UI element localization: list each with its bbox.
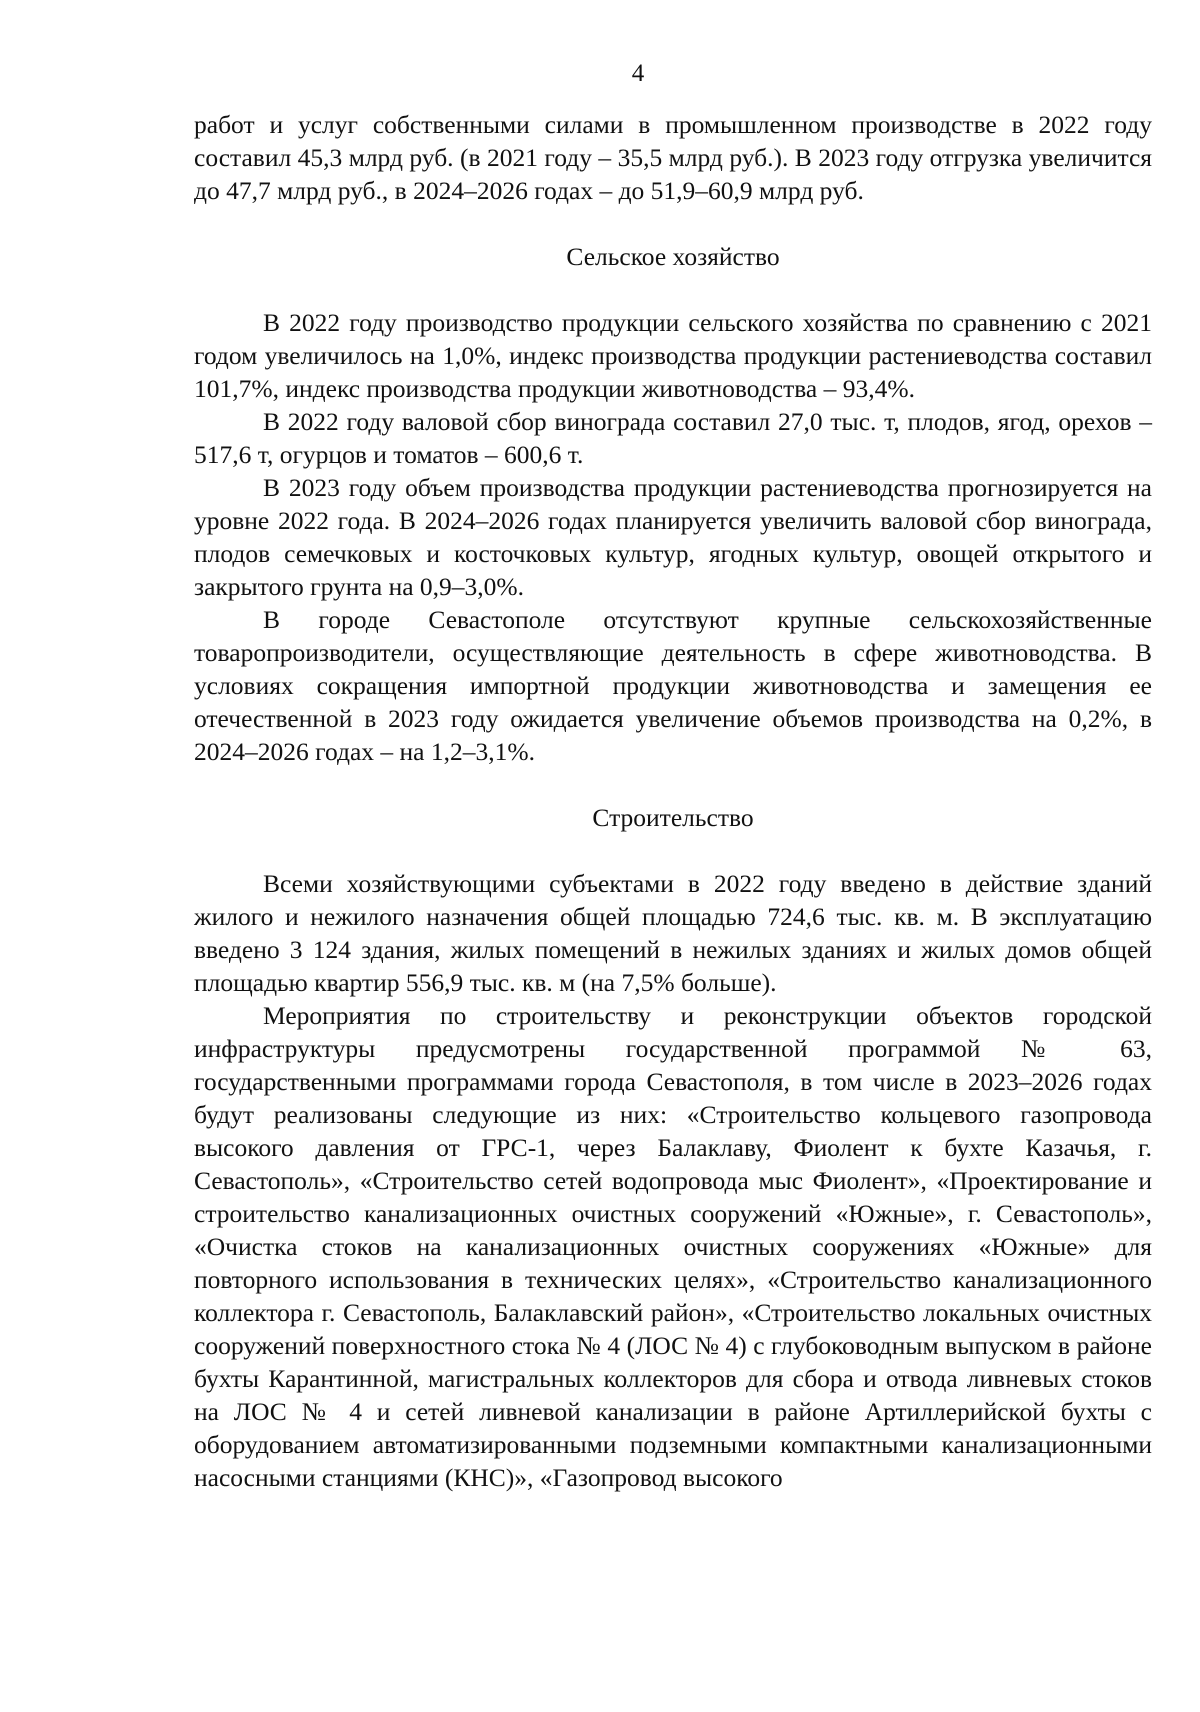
agriculture-paragraph: В городе Севастополе отсутствуют крупные сельскохозяйственные товаропроизводители, осуществляющие деятельность в сфере животноводства. В условиях сокращения импортной продукции животноводства и замещения ее отечественной в 2023 году ожидается увеличение объемов производства на 0,2%, в 2024–2026 годах – на 1,2–3,1%. xyxy=(194,605,1152,766)
construction-paragraph: Всеми хозяйствующими субъектами в 2022 году введено в действие зданий жилого и нежилого назначения общей площадью 724,6 тыс. кв. м. В эксплуатацию введено 3 124 здания, жилых помещений в нежилых зданиях и жилых домов общей площадью квартир 556,9 тыс. кв. м (на 7,5% больше). xyxy=(194,869,1152,997)
document-body xyxy=(194,108,1152,1494)
section-heading-agriculture: Сельское хозяйство xyxy=(566,242,780,271)
intro-paragraph: работ и услуг собственными силами в промышленном производстве в 2022 году составил 45,3 млрд руб. (в 2021 году – 35,5 млрд руб.). В 2023 году отгрузка увеличится до 47,7 млрд руб., в 2024–2026 годах – до 51,9–60,9 млрд руб. xyxy=(194,110,1152,205)
construction-paragraph: Мероприятия по строительству и реконструкции объектов городской инфраструктуры предусмотрены государственной программой № 63, государственными программами города Севастополя, в том числе в 2023–2026 годах будут реализованы следующие из них: «Строительство кольцевого газопровода высокого давления от ГРС-1, через Балаклаву, Фиолент к бухте Казачья, г. Севастополь», «Строительство сетей водопровода мыс Фиолент», «Проектирование и строительство канализационных очистных сооружений «Южные», г. Севастополь», «Очистка стоков на канализационных очистных сооружениях «Южные» для повторного использования в технических целях», «Строительство канализационного коллектора г. Севастополь, Балаклавский район», «Строительство локальных очистных сооружений поверхностного стока № 4 (ЛОС № 4) с глубоководным выпуском в районе бухты Карантинной, магистральных коллекторов для сбора и отвода ливневых стоков на ЛОС № 4 и сетей ливневой канализации в районе Артиллерийской бухты с оборудованием автоматизированными подземными компактными канализационными насосными станциями (КНС)», «Газопровод высокого xyxy=(194,1001,1152,1492)
spacer xyxy=(194,273,1152,306)
spacer xyxy=(194,207,1152,240)
agriculture-paragraph: В 2022 году валовой сбор винограда составил 27,0 тыс. т, плодов, ягод, орехов – 517,6 т, огурцов и томатов – 600,6 т. xyxy=(194,407,1152,469)
agriculture-paragraph: В 2023 году объем производства продукции растениеводства прогнозируется на уровне 2022 года. В 2024–2026 годах планируется увеличить валовой сбор винограда, плодов семечковых и косточковых культур, ягодных культур, овощей открытого и закрытого грунта на 0,9–3,0%. xyxy=(194,473,1152,601)
spacer xyxy=(194,834,1152,867)
section-heading-construction: Строительство xyxy=(592,803,754,832)
spacer xyxy=(194,768,1152,801)
page-number: 4 xyxy=(631,60,645,87)
agriculture-paragraph: В 2022 году производство продукции сельского хозяйства по сравнению с 2021 годом увеличилось на 1,0%, индекс производства продукции растениеводства составил 101,7%, индекс производства продукции животноводства – 93,4%. xyxy=(194,308,1152,403)
